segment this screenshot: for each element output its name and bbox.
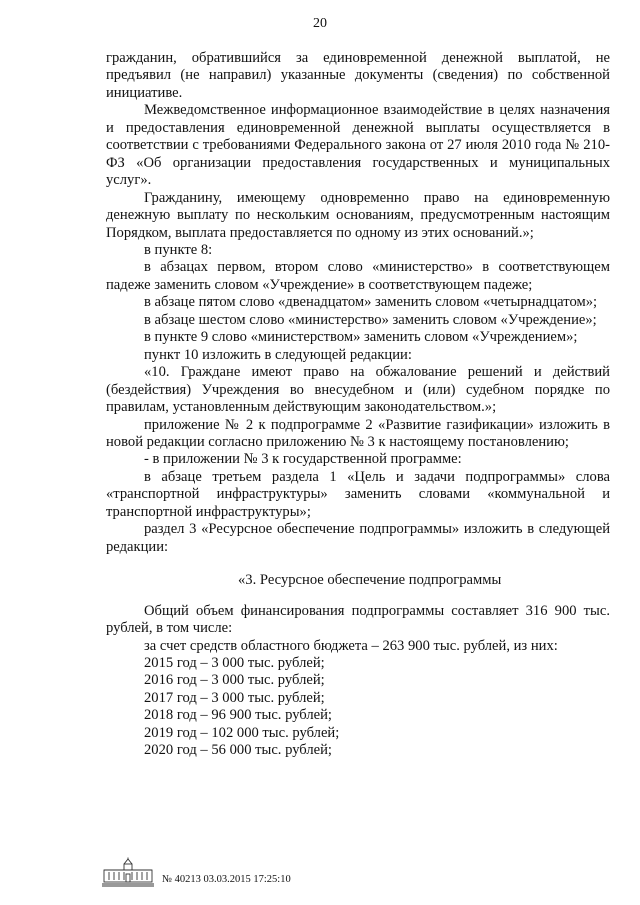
year-line: 2019 год – 102 000 тыс. рублей; (144, 724, 340, 741)
year-line: 2016 год – 3 000 тыс. рублей; (144, 672, 325, 689)
regional-budget-line: за счет средств областного бюджета – 263 900 тыс. рублей, из них: (144, 637, 558, 654)
paragraph: пункт 10 изложить в следующей редакции: (144, 346, 412, 363)
financing-paragraph: Общий объем финансирования подпрограммы составляет 316 900 тыс. рублей, в том числе: (106, 602, 610, 637)
paragraph: раздел 3 «Ресурсное обеспечение подпрограммы» изложить в следующей редакции: (106, 521, 610, 555)
year-line: 2018 год – 96 900 тыс. рублей; (144, 707, 332, 724)
section-heading: «3. Ресурсное обеспечение подпрограммы (238, 572, 502, 589)
paragraph: приложение № 2 к подпрограмме 2 «Развитие газификации» изложить в новой редакции согласно приложению № 3 к настоящему постановлению; (106, 416, 610, 450)
paragraph: в пункте 9 слово «министерством» заменить словом «Учреждением»; (144, 329, 578, 346)
paragraph: - в приложении № 3 к государственной программе: (144, 451, 462, 468)
paragraph: Межведомственное информационное взаимодействие в целях назначения и предоставления единовременной денежной выплаты осуществляется в соответствии с требованиями Федерального закона от 27 июля 2010 года № 210-ФЗ «Об организации предоставления государственных и муниципальных услуг». (106, 102, 610, 189)
paragraph: в абзаце третьем раздела 1 «Цель и задачи подпрограммы» слова «транспортной инфраструктуры» заменить словами «коммунальной и транспортной инфраструктуры»; (106, 468, 610, 520)
footer (100, 857, 291, 887)
paragraph: в абзаце пятом слово «двенадцатом» заменить словом «четырнадцатом»; (144, 294, 598, 311)
page-number: 20 (313, 16, 327, 31)
document-body (106, 50, 610, 760)
year-line: 2020 год – 56 000 тыс. рублей; (144, 742, 332, 759)
paragraph: в пункте 8: (144, 241, 213, 258)
year-line: 2017 год – 3 000 тыс. рублей; (144, 689, 325, 706)
year-line: 2015 год – 3 000 тыс. рублей; (144, 654, 325, 671)
paragraph: «10. Граждане имеют право на обжалование решений и действий (бездействия) Учреждения во внесудебном и (или) судебном порядке по правилам, установленным действующим законодательством.»; (106, 364, 610, 416)
paragraph: в абзацах первом, втором слово «министерство» в соответствующем падеже заменить словом «Учреждение» в соответствующем падеже; (106, 259, 610, 293)
paragraph: гражданин, обратившийся за единовременной денежной выплатой, не предъявил (не направил) указанные документы (сведения) по собственной инициативе. (106, 50, 610, 101)
paragraph: в абзаце шестом слово «министерство» заменить словом «Учреждение»; (144, 311, 597, 328)
document-stamp: № 40213 03.03.2015 17:25:10 (162, 874, 291, 885)
paragraph: Гражданину, имеющему одновременно право на единовременную денежную выплату по нескольким основаниям, предусмотренным настоящим Порядком, выплата предоставляется по одному из этих оснований.»; (106, 189, 610, 241)
building-stamp-icon (100, 857, 156, 887)
